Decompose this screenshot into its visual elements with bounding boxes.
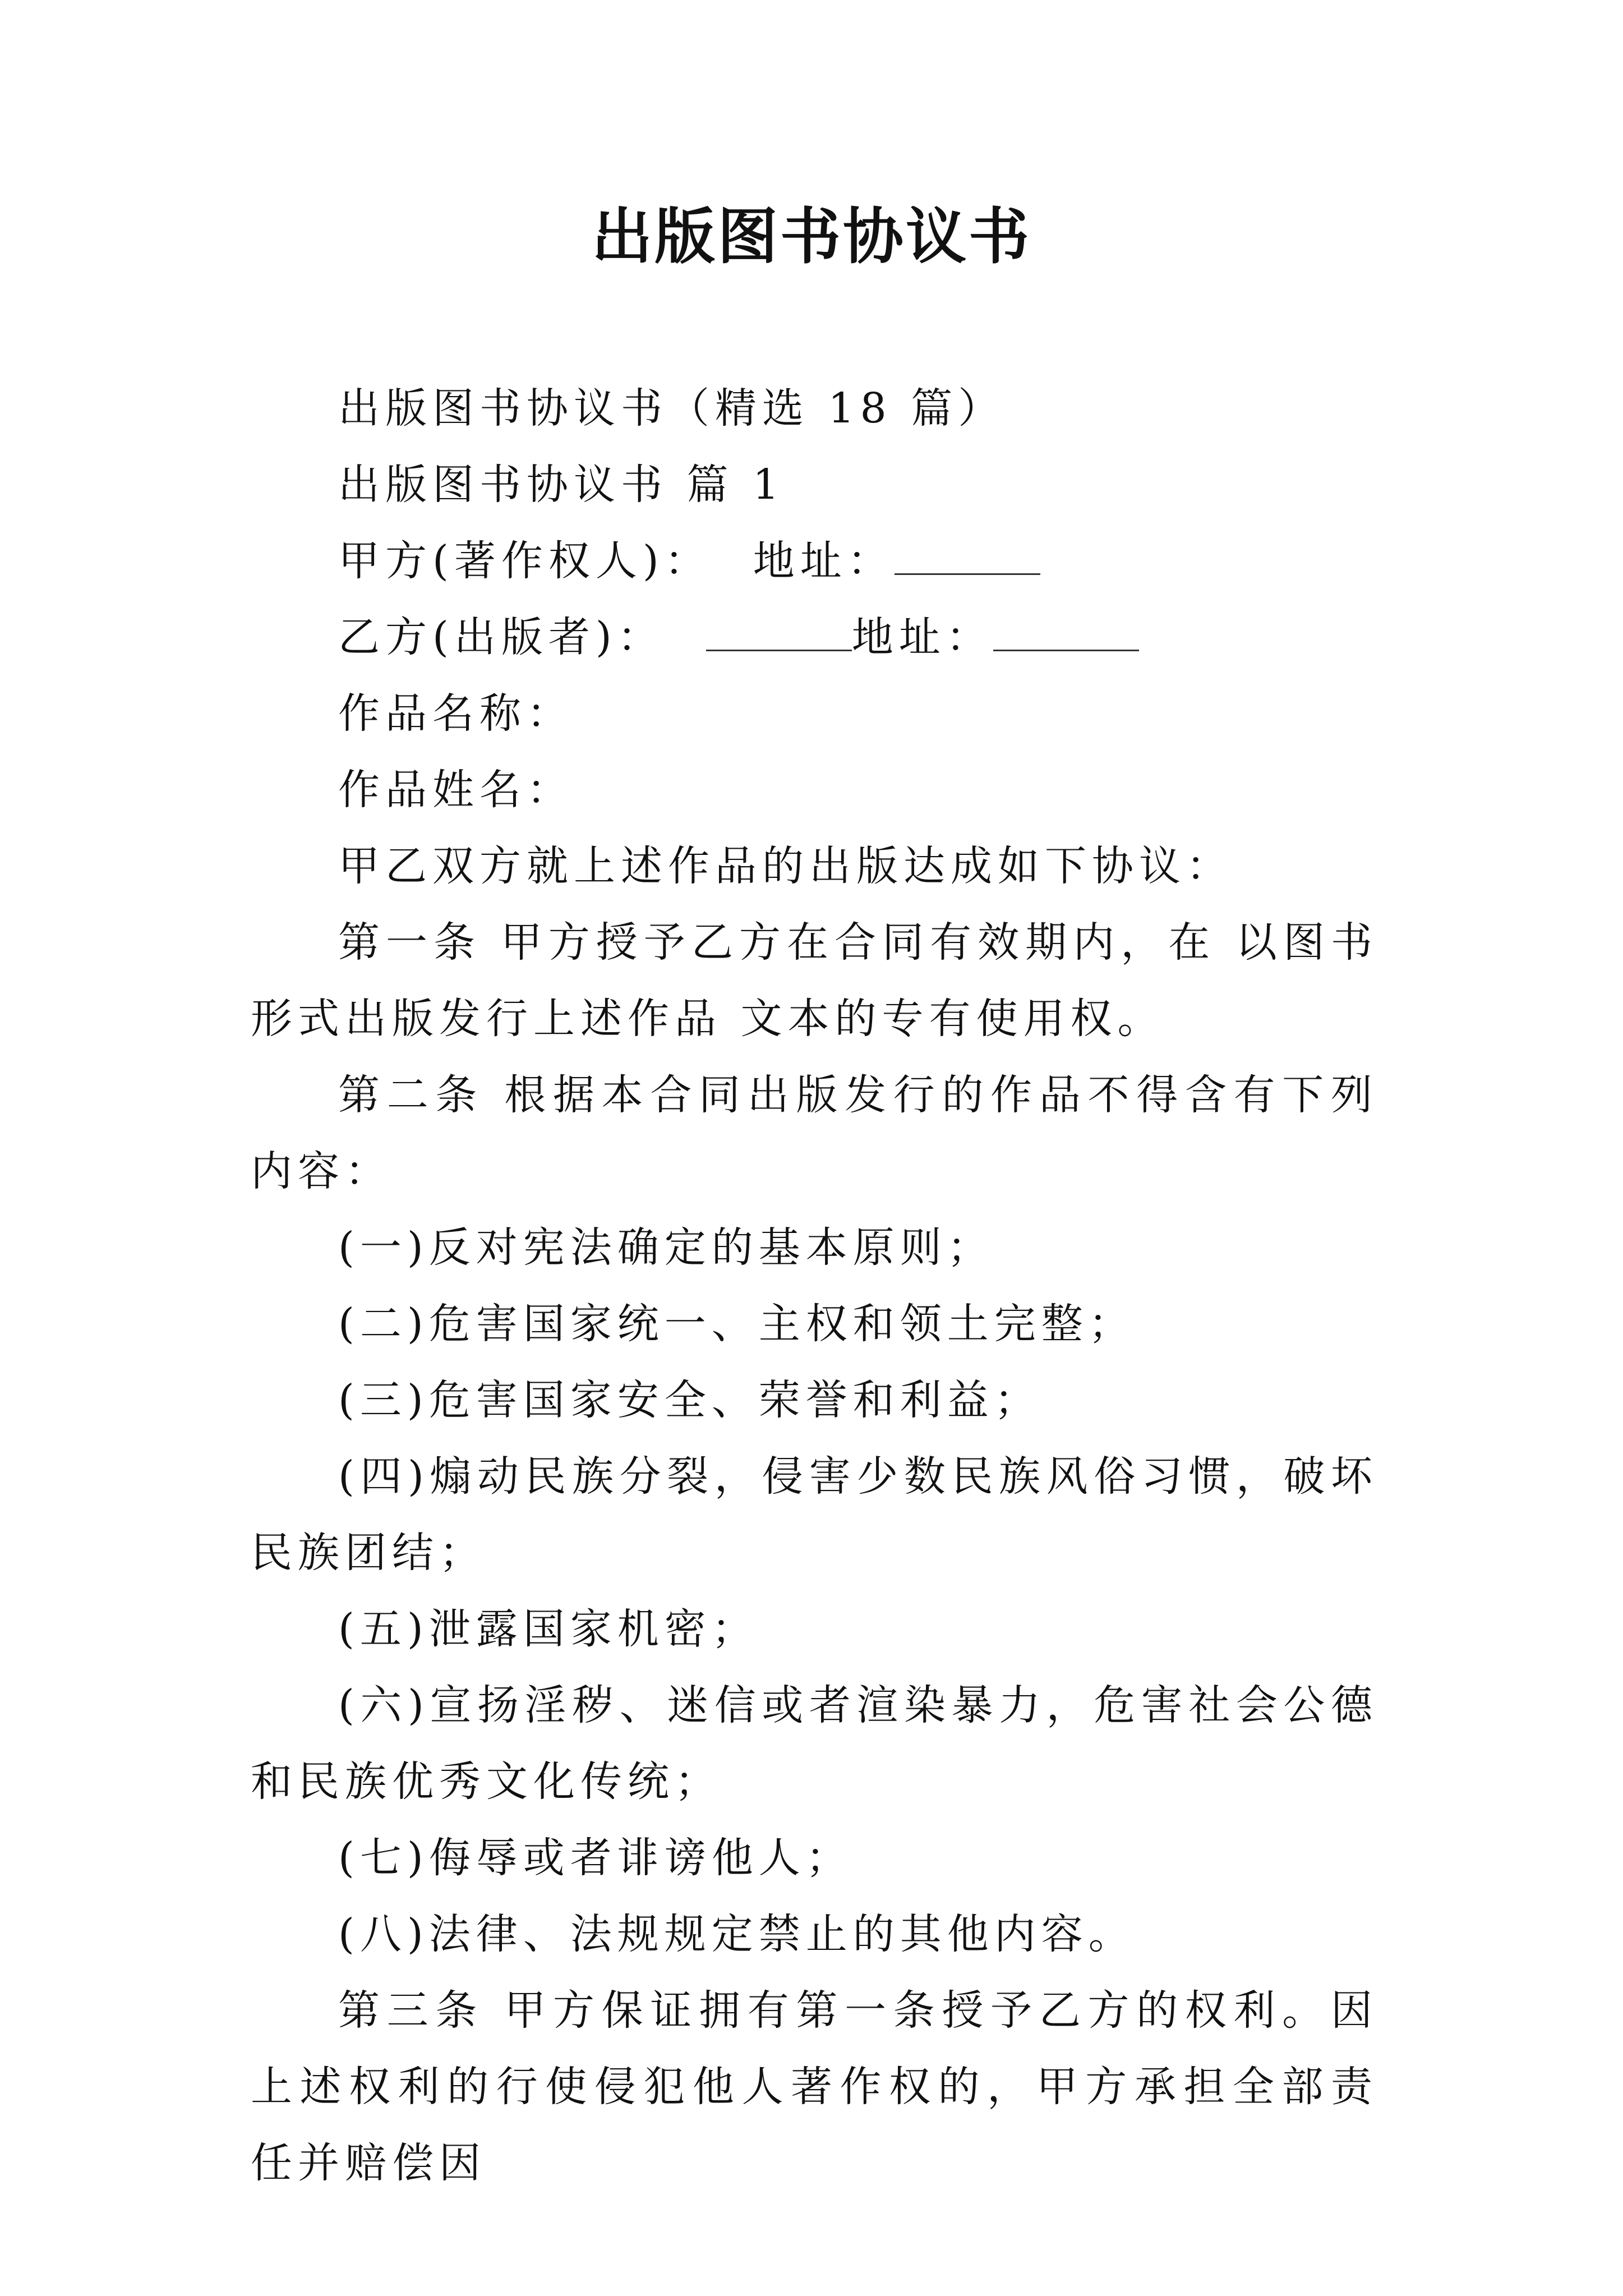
party-b-address-label: 地址： <box>851 613 993 661</box>
party-b-line <box>251 599 1378 675</box>
party-a-address-label: 地址： <box>753 537 895 585</box>
document-body <box>251 370 1378 2201</box>
list-item: (一)反对宪法确定的基本原则； <box>338 1223 994 1272</box>
article-3: 第三条 甲方保证拥有第一条授予乙方的权利。因上述权利的行使侵犯他人著作权的，甲方承担全部责任并赔偿因 <box>251 1986 1378 2187</box>
party-a-line <box>251 523 1378 599</box>
party-a-address-blank <box>895 540 1040 575</box>
list-item: (七)侮辱或者诽谤他人； <box>338 1834 853 1882</box>
work-author-line: 作品姓名： <box>338 766 574 814</box>
intro-paragraph: 甲乙双方就上述作品的出版达成如下协议： <box>338 842 1233 890</box>
list-item: (八)法律、法规规定禁止的其他内容。 <box>338 1910 1136 1958</box>
party-a-label: 甲方(著作权人)： <box>338 537 712 585</box>
list-item: (二)危害国家统一、主权和领土完整； <box>338 1300 1136 1348</box>
article-1: 第一条 甲方授予乙方在合同有效期内，在 以图书形式出版发行上述作品 文本的专有使用权。 <box>251 918 1378 1043</box>
article-2: 第二条 根据本合同出版发行的作品不得含有下列内容： <box>251 1071 1378 1195</box>
party-b-name-blank <box>706 616 852 651</box>
list-item: (五)泄露国家机密； <box>338 1605 759 1653</box>
list-item: (三)危害国家安全、荣誉和利益； <box>338 1376 1041 1424</box>
work-title-line: 作品名称： <box>338 689 574 738</box>
list-item: (六)宣扬淫秽、迷信或者渲染暴力，危害社会公德和民族优秀文化传统； <box>251 1681 1378 1806</box>
party-b-label: 乙方(出版者)： <box>338 613 665 661</box>
list-item: (四)煽动民族分裂，侵害少数民族风俗习惯，破坏民族团结； <box>251 1452 1378 1577</box>
section-heading: 出版图书协议书 篇 1 <box>338 461 785 509</box>
subtitle: 出版图书协议书（精选 18 篇） <box>338 384 1006 432</box>
party-b-address-blank <box>993 616 1139 651</box>
document-title: 出版图书协议书 <box>591 201 1031 272</box>
